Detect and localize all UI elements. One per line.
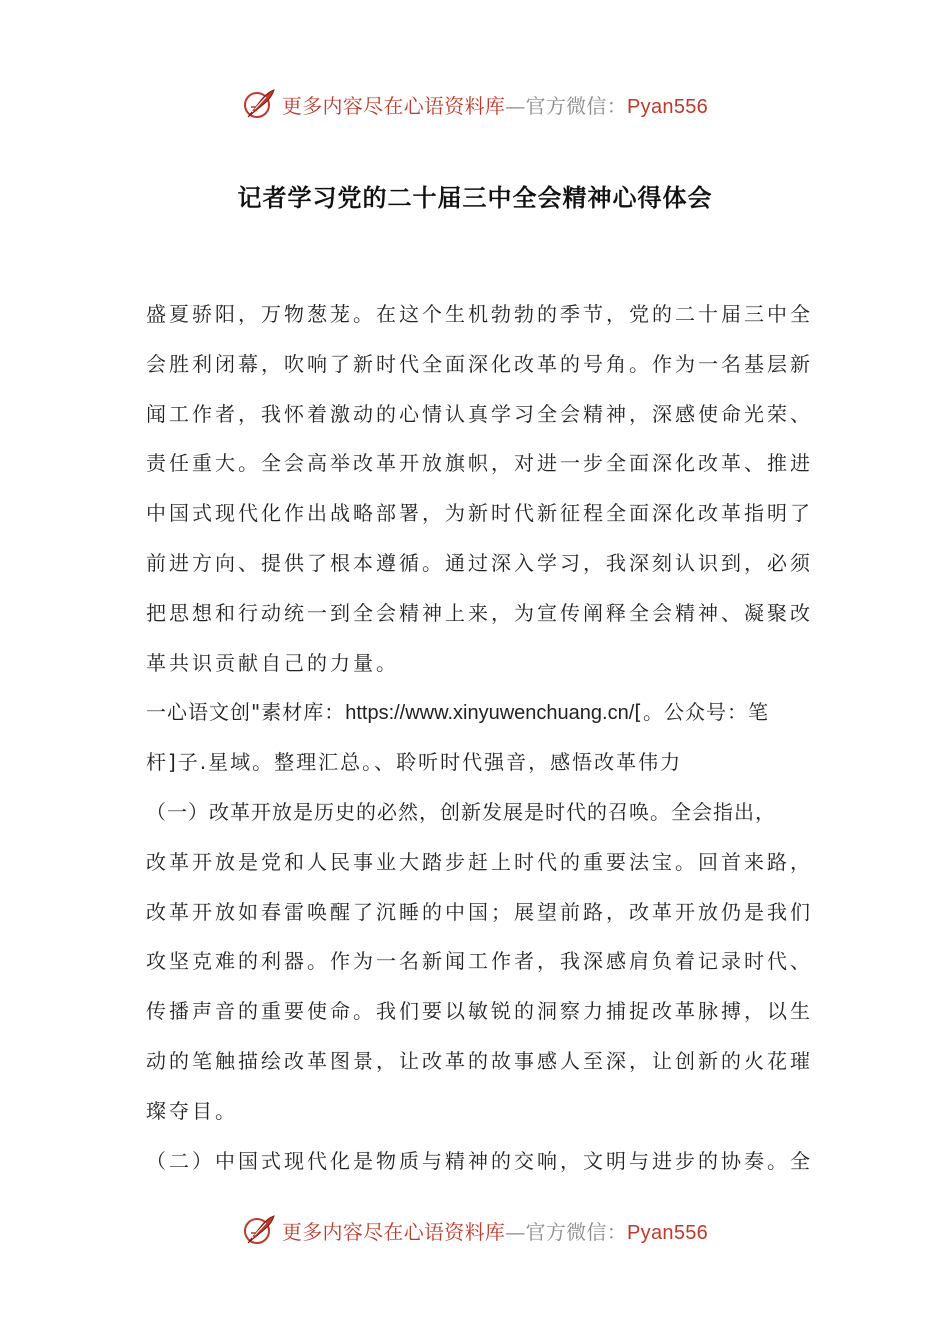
body-line: 传播声音的重要使命。我们要以敏锐的洞察力捕捉改革脉搏，以生 <box>146 999 813 1024</box>
footer-wechat-id: Pyan556 <box>627 1221 709 1244</box>
body-line: 璨夺目。 <box>146 1098 238 1123</box>
body-line: 闻工作者，我怀着激动的心情认真学习全会精神，深感使命光荣、 <box>146 401 813 426</box>
header-wechat-id: Pyan556 <box>627 95 709 118</box>
header-banner <box>0 84 950 124</box>
footer-dash: — <box>505 1219 526 1244</box>
header-wechat-label: 官方微信： <box>525 93 628 118</box>
body-line: 杆]子.星域。整理汇总。、聆听时代强音，感悟改革伟力 <box>146 750 683 775</box>
body-line: 改革开放是党和人民事业大踏步赶上时代的重要法宝。回首来路， <box>146 849 813 874</box>
body-line: （二）中国式现代化是物质与精神的交响，文明与进步的协奏。全 <box>146 1148 813 1173</box>
body-line: 改革开放如春雷唤醒了沉睡的中国；展望前路，改革开放仍是我们 <box>146 899 813 924</box>
body-line: 中国式现代化作出战略部署，为新时代新征程全面深化改革指明了 <box>146 501 813 526</box>
body-line: 把思想和行动统一到全会精神上来，为宣传阐释全会精神、凝聚改 <box>146 600 813 625</box>
header-banner-text <box>282 90 708 119</box>
header-banner-content <box>242 87 708 121</box>
body-line: 动的笔触描绘改革图景，让改革的故事感人至深，让创新的火花璀 <box>146 1048 813 1073</box>
body-line: 前进方向、提供了根本遵循。通过深入学习，我深刻认识到，必须 <box>146 550 813 575</box>
body-line: 责任重大。全会高举改革开放旗帜，对进一步全面深化改革、推进 <box>146 451 813 476</box>
footer-banner <box>0 1210 950 1250</box>
source-prefix: 一心语文创"素材库： <box>146 700 346 725</box>
body-line: 革共识贡献自己的力量。 <box>146 650 399 675</box>
body-line: （一）改革开放是历史的必然，创新发展是时代的召唤。全会指出， <box>146 799 776 824</box>
footer-wechat-label: 官方微信： <box>525 1219 628 1244</box>
source-url[interactable]: https://www.xinyuwenchuang.cn/ <box>345 702 635 725</box>
footer-banner-text <box>282 1216 708 1245</box>
source-line <box>146 692 826 742</box>
body-line: 盛夏骄阳，万物葱茏。在这个生机勃勃的季节，党的二十届三中全 <box>146 302 813 326</box>
footer-site-text: 更多内容尽在心语资料库 <box>281 1219 506 1244</box>
footer-banner-content <box>242 1213 708 1247</box>
document-title: 记者学习党的二十届三中全会精神心得体会 <box>237 184 713 212</box>
body-line: 攻坚克难的利器。作为一名新闻工作者，我深感肩负着记录时代、 <box>146 949 813 974</box>
header-site-text: 更多内容尽在心语资料库 <box>281 93 506 118</box>
header-dash: — <box>505 93 526 118</box>
quill-pen-logo-icon <box>242 1213 276 1247</box>
source-suffix: [。公众号：笔 <box>634 700 770 725</box>
document-body <box>146 294 826 1190</box>
quill-pen-logo-icon <box>242 87 276 121</box>
body-line: 会胜利闭幕，吹响了新时代全面深化改革的号角。作为一名基层新 <box>146 351 813 376</box>
